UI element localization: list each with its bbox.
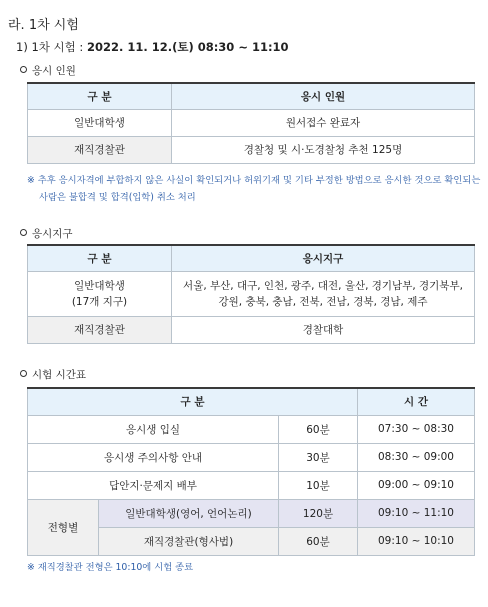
- table-header: 시 간: [358, 388, 475, 415]
- table-row: 응시생 주의사항 안내 30분 08:30 ~ 09:00: [28, 443, 475, 471]
- table-row: 답안지·문제지 배부 10분 09:00 ~ 09:10: [28, 471, 475, 499]
- schedule-note: ※ 재직경찰관 전형은 10:10에 시험 종료: [27, 562, 194, 573]
- districts-table: [27, 244, 475, 344]
- section-heading: 라. 1차 시험: [8, 18, 79, 33]
- table-header: 응시 인원: [172, 83, 475, 109]
- circle-bullet-icon: [20, 229, 27, 236]
- table-row: 재직경찰관 경찰대학: [28, 316, 475, 343]
- table-row: 재직경찰관 경찰청 및 시·도경찰청 추천 125명: [28, 136, 475, 163]
- table-header: 구 분: [28, 245, 172, 271]
- table-row: 일반대학생 원서접수 완료자: [28, 109, 475, 136]
- circle-bullet-icon: [20, 66, 27, 73]
- schedule-table: [27, 387, 475, 556]
- applicants-note: ※ 추후 응시자격에 부합하지 않은 사실이 확인되거나 허위기재 및 기타 부정한 방법으로 응시한 것으로 확인되는 사람은 불합격 및 합격(입학) 취소 처리: [27, 175, 481, 203]
- table-row: 응시생 입실 60분 07:30 ~ 08:30: [28, 415, 475, 443]
- schedule-title: 시험 시간표: [20, 367, 86, 382]
- exam-datetime: 2022. 11. 12.(토) 08:30 ~ 11:10: [86, 40, 289, 54]
- exam-date-heading: 1) 1차 시험 : 2022. 11. 12.(토) 08:30 ~ 11:10: [16, 40, 289, 54]
- table-header: 구 분: [28, 83, 172, 109]
- applicants-title: 응시 인원: [20, 63, 76, 78]
- table-row: 일반대학생 (17개 지구) 서울, 부산, 대구, 인천, 광주, 대전, 울산, 경기남부, 경기북부, 강원, 충북, 충남, 전북, 전남, 경북, 경남, 제주: [28, 271, 475, 316]
- table-header: 구 분: [28, 388, 358, 415]
- applicants-table: [27, 82, 475, 164]
- table-header: 응시지구: [172, 245, 475, 271]
- table-row: 전형별 일반대학생(영어, 언어논리) 120분 09:10 ~ 11:10: [28, 499, 475, 527]
- group-label: 전형별: [28, 499, 99, 555]
- circle-bullet-icon: [20, 370, 27, 377]
- districts-title: 응시지구: [20, 226, 73, 241]
- table-row: 재직경찰관(형사법) 60분 09:10 ~ 10:10: [28, 527, 475, 555]
